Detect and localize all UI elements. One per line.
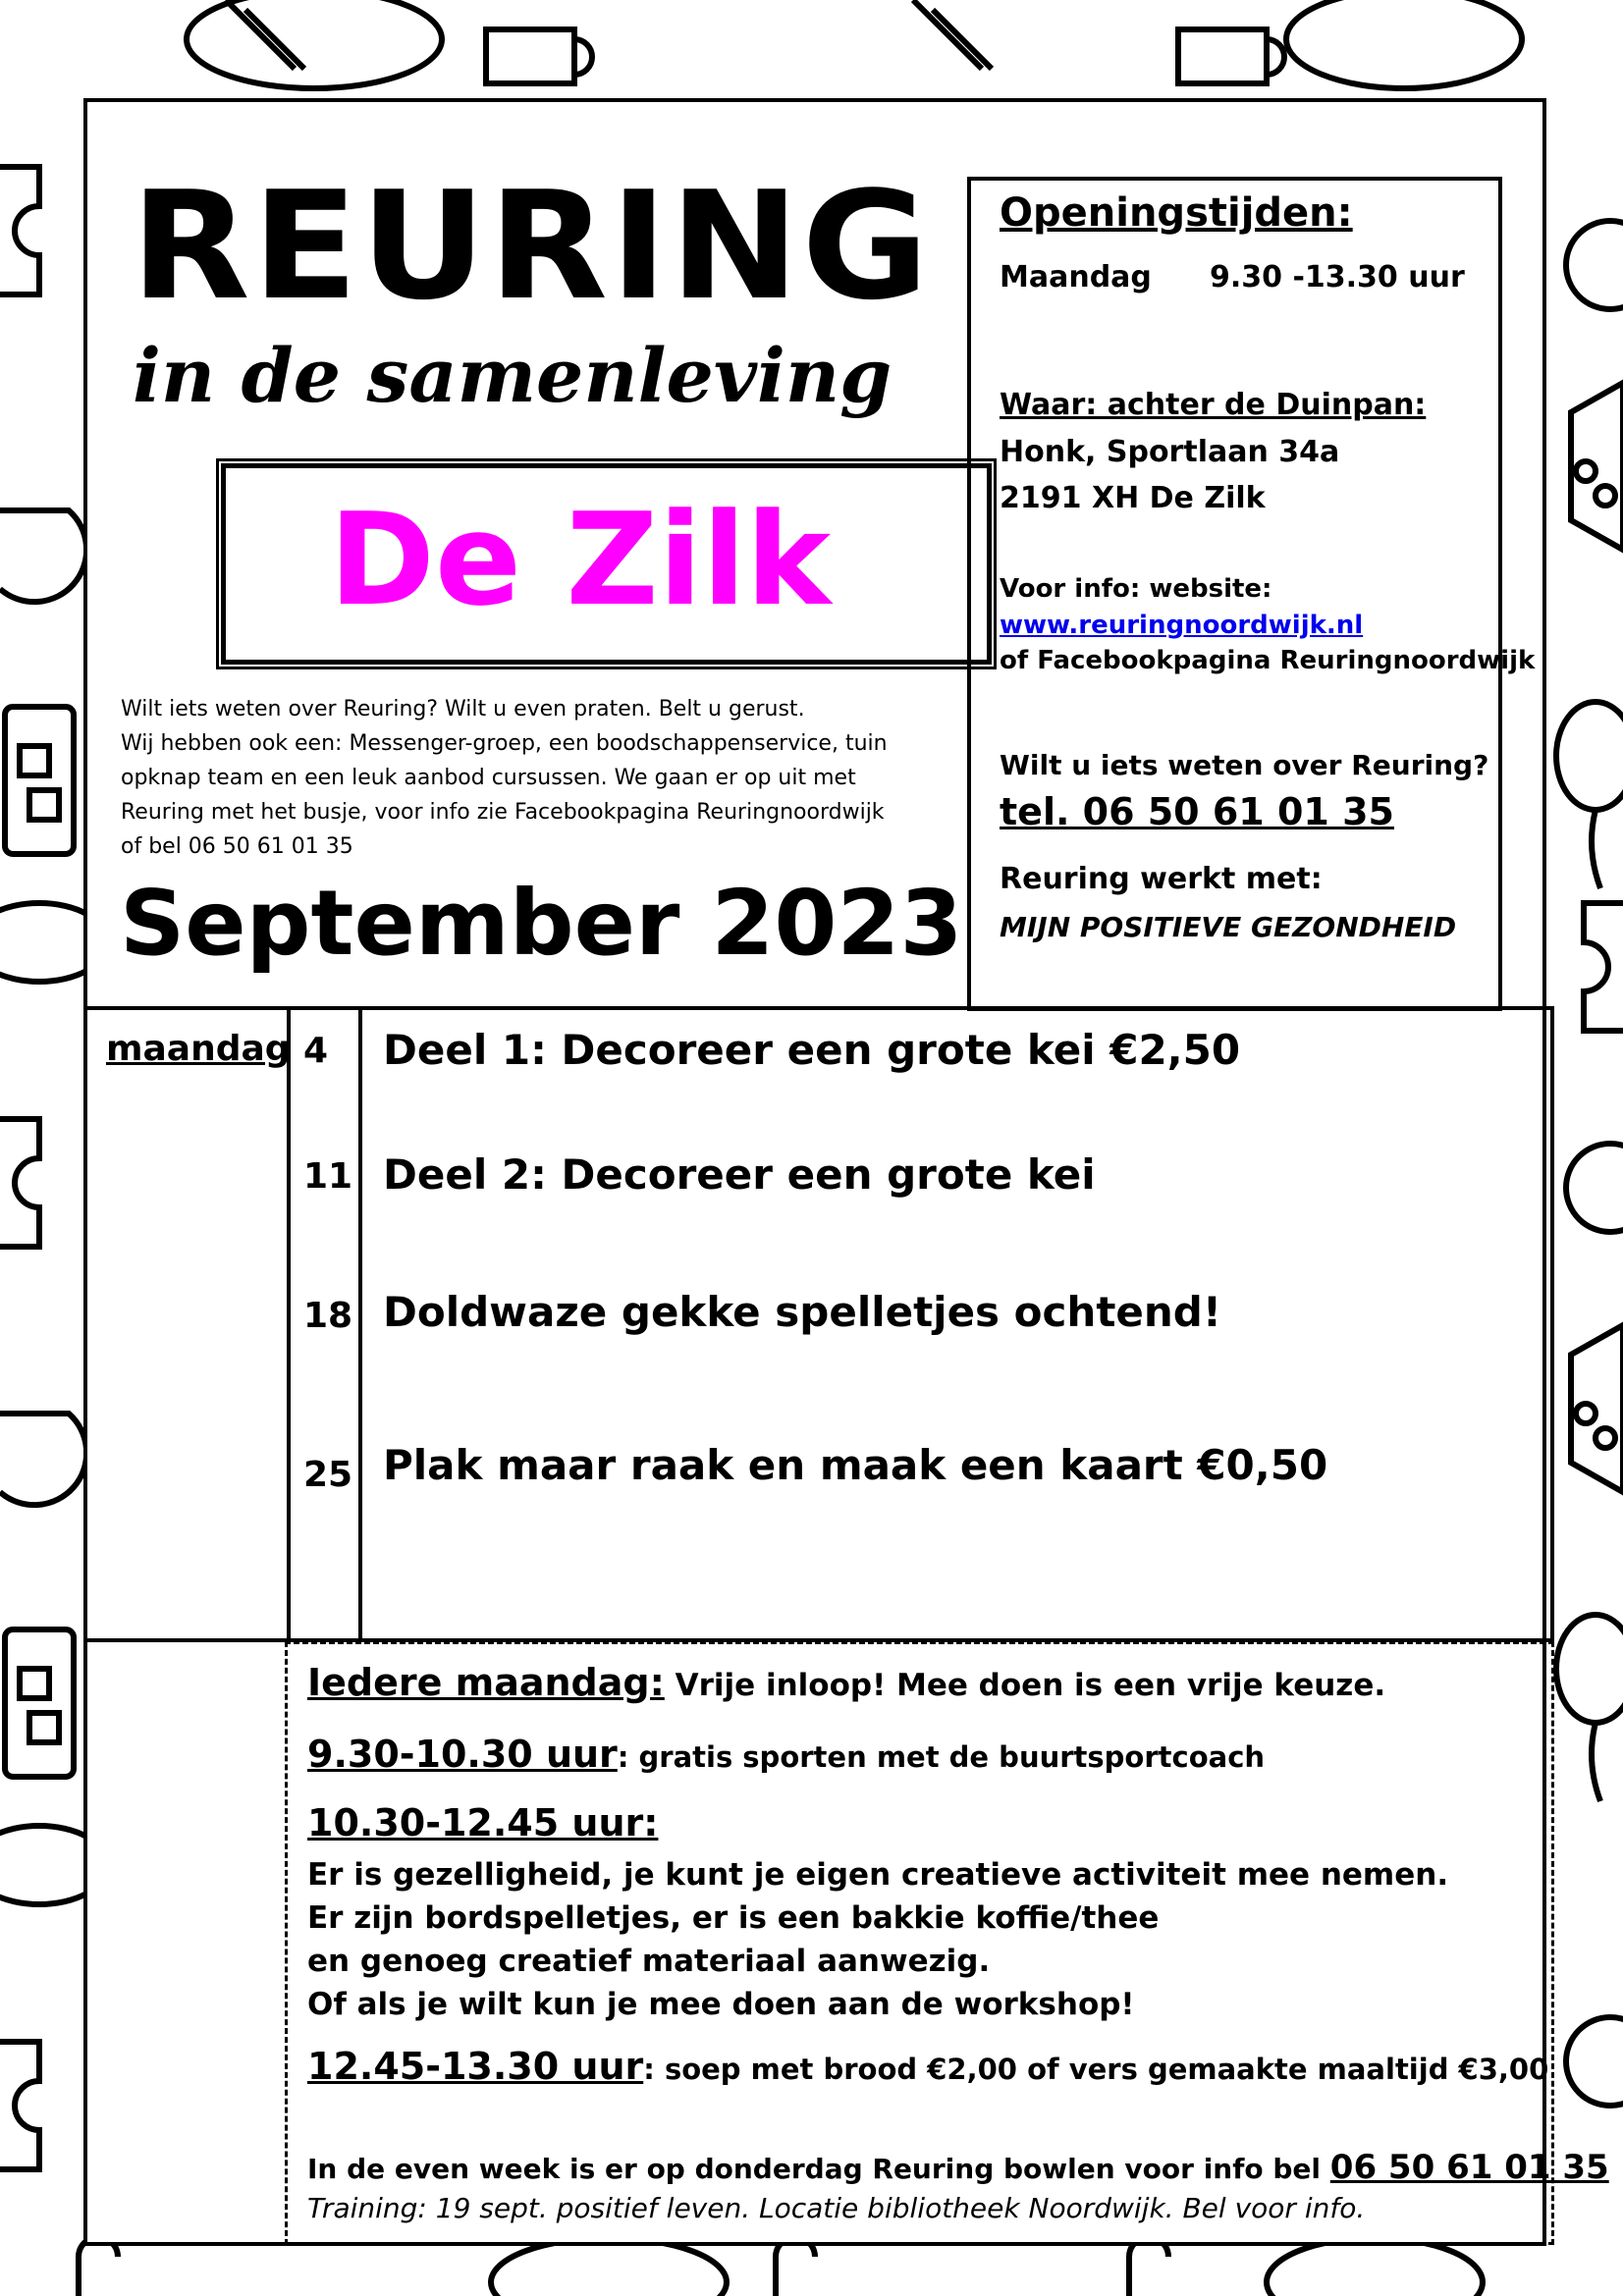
question-text: Wilt u iets weten over Reuring? [1000, 749, 1489, 781]
bowling-phone: 06 50 61 01 35 [1329, 2148, 1609, 2187]
candy-cane-icon [79, 2237, 1168, 2296]
slot-text: en genoeg creatief materiaal aanwezig. [307, 1944, 991, 1979]
bingo-machine-icon [1571, 383, 1623, 1492]
every-monday-line [307, 1661, 1385, 1704]
logo-subtitle: in de samenleving [133, 332, 893, 419]
schedule-activity: Deel 1: Decoreer een grote kei €2,50 [383, 1026, 1241, 1074]
slot-text: : gratis sporten met de buurtsportcoach [617, 1740, 1266, 1774]
opening-hours: 9.30 -13.30 uur [1210, 260, 1465, 294]
every-monday-text: Vrije inloop! Mee doen is een vrije keuze. [675, 1668, 1386, 1703]
slot-text: Of als je wilt kun je mee doen aan de workshop! [307, 1987, 1135, 2022]
schedule-date: 18 [303, 1296, 353, 1336]
slot-time: 12.45-13.30 uur [307, 2045, 644, 2088]
works-with-text: MIJN POSITIEVE GEZONDHEID [1000, 911, 1457, 943]
where-heading: Waar: achter de Duinpan: [1000, 388, 1427, 422]
intro-line: Wilt iets weten over Reuring? Wilt u even praten. Belt u gerust. [121, 697, 805, 721]
bowling-text: In de even week is er op donderdag Reuring bowlen voor info bel [307, 2153, 1322, 2185]
facebook-text: of Facebookpagina Reuringnoordwijk [1000, 646, 1536, 675]
schedule-date: 11 [303, 1156, 353, 1197]
month-heading: September 2023 [120, 871, 963, 976]
address-line: 2191 XH De Zilk [1000, 481, 1266, 515]
schedule-date: 25 [303, 1455, 353, 1495]
slot-time: 9.30-10.30 uur [307, 1733, 618, 1776]
intro-line: opknap team en een leuk aanbod cursussen. We gaan er op uit met [121, 766, 856, 790]
bowling-note [307, 2148, 1609, 2187]
schedule-activity: Doldwaze gekke spelletjes ochtend! [383, 1288, 1222, 1336]
schedule-divider [358, 1006, 362, 1642]
balloon-icon [1556, 702, 1623, 1801]
address-line: Honk, Sportlaan 34a [1000, 435, 1340, 469]
schedule-date: 4 [303, 1031, 329, 1071]
schedule-day: maandag [106, 1029, 291, 1069]
ladle-icon [0, 510, 86, 1505]
slot-line [307, 1733, 1265, 1776]
schedule-divider [287, 1006, 291, 1642]
puzzle-piece-icon [1584, 903, 1623, 1031]
slot-text: Er is gezelligheid, je kunt je eigen creatieve activiteit mee nemen. [307, 1857, 1449, 1893]
every-monday-heading: Iedere maandag: [307, 1661, 665, 1704]
website-label: Voor info: website: [1000, 574, 1272, 604]
website-link[interactable]: www.reuringnoordwijk.nl [1000, 611, 1364, 640]
slot-text: Er zijn bordspelletjes, er is een bakkie koffie/thee [307, 1900, 1160, 1936]
slot-description [307, 1853, 1448, 2026]
training-note: Training: 19 sept. positief leven. Locatie bibliotheek Noordwijk. Bel voor info. [307, 2192, 1366, 2224]
coffee-cup-icon [486, 29, 1284, 83]
intro-line: Wij hebben ook een: Messenger-groep, een boodschappenservice, tuin [121, 731, 888, 756]
intro-line: of bel 06 50 61 01 35 [121, 834, 353, 859]
puzzle-piece-icon [0, 167, 39, 2169]
schedule-activity: Plak maar raak en maak een kaart €0,50 [383, 1441, 1328, 1489]
opening-day: Maandag [1000, 260, 1152, 294]
opening-heading: Openingstijden: [1000, 190, 1353, 236]
schedule-activity: Deel 2: Decoreer een grote kei [383, 1150, 1096, 1199]
paintbrush-icon [226, 0, 992, 69]
slot-time: 10.30-12.45 uur: [307, 1801, 659, 1844]
slot-text: : soep met brood €2,00 of vers gemaakte maaltijd €3,00 [643, 2053, 1549, 2086]
intro-text [121, 692, 955, 864]
phone-number: tel. 06 50 61 01 35 [1000, 790, 1394, 833]
intro-line: Reuring met het busje, voor info zie Facebookpagina Reuringnoordwijk [121, 800, 885, 825]
logo-title: REURING [131, 159, 932, 333]
works-with-label: Reuring werkt met: [1000, 862, 1323, 896]
location-title: De Zilk [329, 485, 832, 634]
slot-line [307, 2045, 1548, 2088]
